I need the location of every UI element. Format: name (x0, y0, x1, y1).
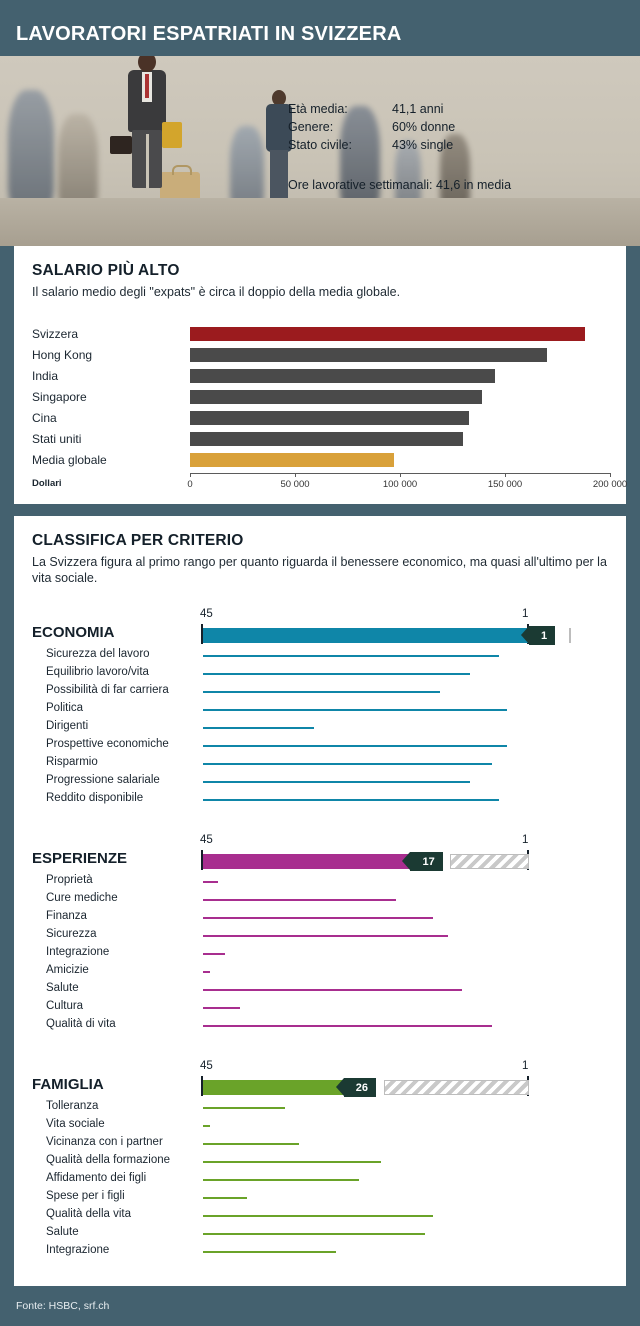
salary-bar (190, 327, 585, 341)
criterion-bar (203, 1125, 210, 1127)
criterion-bar (203, 917, 433, 919)
criterion-row (14, 1016, 626, 1034)
stat-value: 60% donne (392, 120, 456, 134)
criterion-row (14, 944, 626, 962)
axis-tick (190, 473, 191, 477)
criterion-bar (203, 1007, 240, 1009)
ranking-groups (14, 608, 626, 1260)
stat-row (288, 136, 618, 154)
criterion-row (14, 1098, 626, 1116)
ranking-heading: CLASSIFICA PER CRITERIO (32, 532, 244, 549)
stat-value: 43% single (392, 138, 454, 152)
criterion-label: Qualità di vita (46, 1018, 116, 1030)
salary-bar-label: Cina (32, 411, 57, 425)
salary-bar (190, 432, 463, 446)
salary-bar (190, 411, 469, 425)
salary-bar-row (14, 368, 626, 385)
criterion-bar (203, 799, 499, 801)
axis-tick (295, 473, 296, 477)
criterion-bar (203, 1215, 433, 1217)
criterion-bar (203, 899, 396, 901)
salary-bar (190, 348, 547, 362)
criterion-label: Cure mediche (46, 892, 118, 904)
group-scale (14, 834, 626, 872)
criterion-label: Politica (46, 702, 84, 714)
criterion-label: Integrazione (46, 946, 110, 958)
scale-left-label: 45 (200, 1060, 213, 1072)
salary-bar-label: India (32, 369, 59, 383)
salary-bar-label: Hong Kong (32, 348, 93, 362)
criterion-row (14, 872, 626, 890)
axis-tick-label: 0 (187, 479, 193, 490)
source-footer: Fonte: HSBC, srf.ch (16, 1300, 110, 1312)
salary-bar-label: Stati uniti (32, 432, 82, 446)
salary-subtitle: Il salario medio degli "expats" è circa il doppio della media globale. (32, 285, 401, 299)
criterion-bar (203, 989, 462, 991)
group-hatched-remainder (569, 628, 571, 643)
group-rank-flag: 26 (344, 1078, 376, 1097)
criterion-bar (203, 709, 507, 711)
ranking-group (14, 1060, 626, 1260)
criterion-label: Tolleranza (46, 1100, 99, 1112)
criterion-bar (203, 673, 470, 675)
criterion-row (14, 1242, 626, 1260)
criterion-label: Vita sociale (46, 1118, 105, 1130)
salary-bar (190, 369, 495, 383)
salary-panel (14, 246, 626, 504)
criterion-row (14, 1224, 626, 1242)
axis-tick-label: 200 000 (592, 479, 628, 490)
ground-surface (0, 198, 640, 246)
salary-bar-label: Media globale (32, 453, 107, 467)
group-title: FAMIGLIA (32, 1076, 104, 1093)
criterion-row (14, 890, 626, 908)
criterion-label: Prospettive economiche (46, 738, 169, 750)
header-photo (0, 56, 640, 246)
criterion-bar (203, 971, 210, 973)
criterion-row (14, 980, 626, 998)
criterion-row (14, 1170, 626, 1188)
criterion-bar (203, 1161, 381, 1163)
criterion-label: Salute (46, 1226, 79, 1238)
criterion-label: Cultura (46, 1000, 84, 1012)
group-rank-flag: 1 (529, 626, 555, 645)
criterion-bar (203, 935, 448, 937)
ranking-group (14, 608, 626, 808)
group-main-bar (203, 854, 410, 869)
criterion-row (14, 682, 626, 700)
stat-row (288, 100, 618, 118)
businessman-figure (118, 56, 176, 202)
axis-tick (610, 473, 611, 477)
criterion-label: Salute (46, 982, 79, 994)
criterion-row (14, 772, 626, 790)
criterion-row (14, 908, 626, 926)
criterion-bar (203, 1251, 336, 1253)
group-title: ECONOMIA (32, 624, 115, 641)
criterion-row (14, 1116, 626, 1134)
page-title: LAVORATORI ESPATRIATI IN SVIZZERA (16, 22, 402, 45)
group-rank-flag: 17 (410, 852, 442, 871)
criterion-bar (203, 1179, 359, 1181)
criterion-bar (203, 655, 499, 657)
criterion-row (14, 926, 626, 944)
salary-bar-row (14, 389, 626, 406)
criterion-bar (203, 881, 218, 883)
axis-unit-label: Dollari (32, 478, 62, 489)
axis-tick-label: 100 000 (382, 479, 418, 490)
criterion-row (14, 1188, 626, 1206)
scale-right-label: 1 (522, 608, 529, 620)
salary-bar-row (14, 452, 626, 469)
criterion-bar (203, 1143, 299, 1145)
group-title: ESPERIENZE (32, 850, 128, 867)
salary-bar-row (14, 326, 626, 343)
criterion-label: Integrazione (46, 1244, 110, 1256)
group-main-bar (203, 628, 529, 643)
criterion-bar (203, 781, 470, 783)
salary-axis (187, 473, 628, 501)
group-main-bar (203, 1080, 344, 1095)
salary-bar-row (14, 410, 626, 427)
criterion-bar (203, 1197, 247, 1199)
criterion-row (14, 1206, 626, 1224)
criterion-label: Risparmio (46, 756, 98, 768)
criterion-bar (203, 745, 507, 747)
stat-row (288, 118, 618, 136)
stat-value: 41,1 anni (392, 102, 444, 116)
criterion-label: Finanza (46, 910, 87, 922)
group-scale (14, 1060, 626, 1098)
criterion-row (14, 1134, 626, 1152)
group-hatched-remainder (450, 854, 529, 869)
criterion-bar (203, 691, 440, 693)
axis-tick (400, 473, 401, 477)
criterion-row (14, 736, 626, 754)
axis-tick-label: 50 000 (280, 479, 310, 490)
criterion-bar (203, 1025, 492, 1027)
criterion-label: Progressione salariale (46, 774, 160, 786)
salary-heading: SALARIO PIÙ ALTO (32, 262, 180, 279)
criterion-label: Dirigenti (46, 720, 89, 732)
scale-left-label: 45 (200, 608, 213, 620)
ranking-subtitle: La Svizzera figura al primo rango per quanto riguarda il benessere economico, ma quasi all'ultimo per la vita sociale. (32, 555, 607, 585)
salary-bar-label: Singapore (32, 390, 87, 404)
stats-block (288, 100, 618, 194)
criterion-label: Reddito disponibile (46, 792, 144, 804)
background-figure (58, 114, 98, 210)
criterion-row (14, 962, 626, 980)
ranking-group (14, 834, 626, 1034)
salary-bar-chart (14, 326, 626, 501)
scale-left-label: 45 (200, 834, 213, 846)
criterion-label: Affidamento dei figli (46, 1172, 147, 1184)
criterion-row (14, 718, 626, 736)
salary-bar (190, 453, 394, 467)
stat-key: Età media: (288, 102, 348, 116)
group-scale (14, 608, 626, 646)
criterion-row (14, 1152, 626, 1170)
criterion-bar (203, 1233, 425, 1235)
criterion-label: Spese per i figli (46, 1190, 125, 1202)
stat-key: Stato civile: (288, 138, 352, 152)
scale-right-label: 1 (522, 1060, 529, 1072)
criterion-bar (203, 1107, 285, 1109)
axis-tick (505, 473, 506, 477)
criterion-bar (203, 727, 314, 729)
criterion-row (14, 664, 626, 682)
salary-bar (190, 390, 482, 404)
criterion-label: Vicinanza con i partner (46, 1136, 163, 1148)
criterion-row (14, 754, 626, 772)
axis-tick-label: 150 000 (487, 479, 523, 490)
background-figure (8, 90, 54, 210)
salary-bar-label: Svizzera (32, 327, 79, 341)
criterion-label: Equilibrio lavoro/vita (46, 666, 149, 678)
criterion-bar (203, 763, 492, 765)
criterion-row (14, 646, 626, 664)
scale-right-label: 1 (522, 834, 529, 846)
criterion-label: Possibilità di far carriera (46, 684, 169, 696)
criterion-label: Sicurezza (46, 928, 97, 940)
criterion-row (14, 998, 626, 1016)
ranking-panel (14, 516, 626, 1286)
criterion-row (14, 700, 626, 718)
criterion-label: Qualità della vita (46, 1208, 132, 1220)
criterion-row (14, 790, 626, 808)
stat-key: Genere: (288, 120, 334, 134)
criterion-label: Qualità della formazione (46, 1154, 171, 1166)
weekly-hours-text: Ore lavorative settimanali: 41,6 in media (288, 178, 512, 192)
criterion-label: Sicurezza del lavoro (46, 648, 150, 660)
salary-bar-row (14, 347, 626, 364)
criterion-bar (203, 953, 225, 955)
criterion-label: Amicizie (46, 964, 89, 976)
group-hatched-remainder (384, 1080, 529, 1095)
criterion-label: Proprietà (46, 874, 93, 886)
salary-bar-row (14, 431, 626, 448)
